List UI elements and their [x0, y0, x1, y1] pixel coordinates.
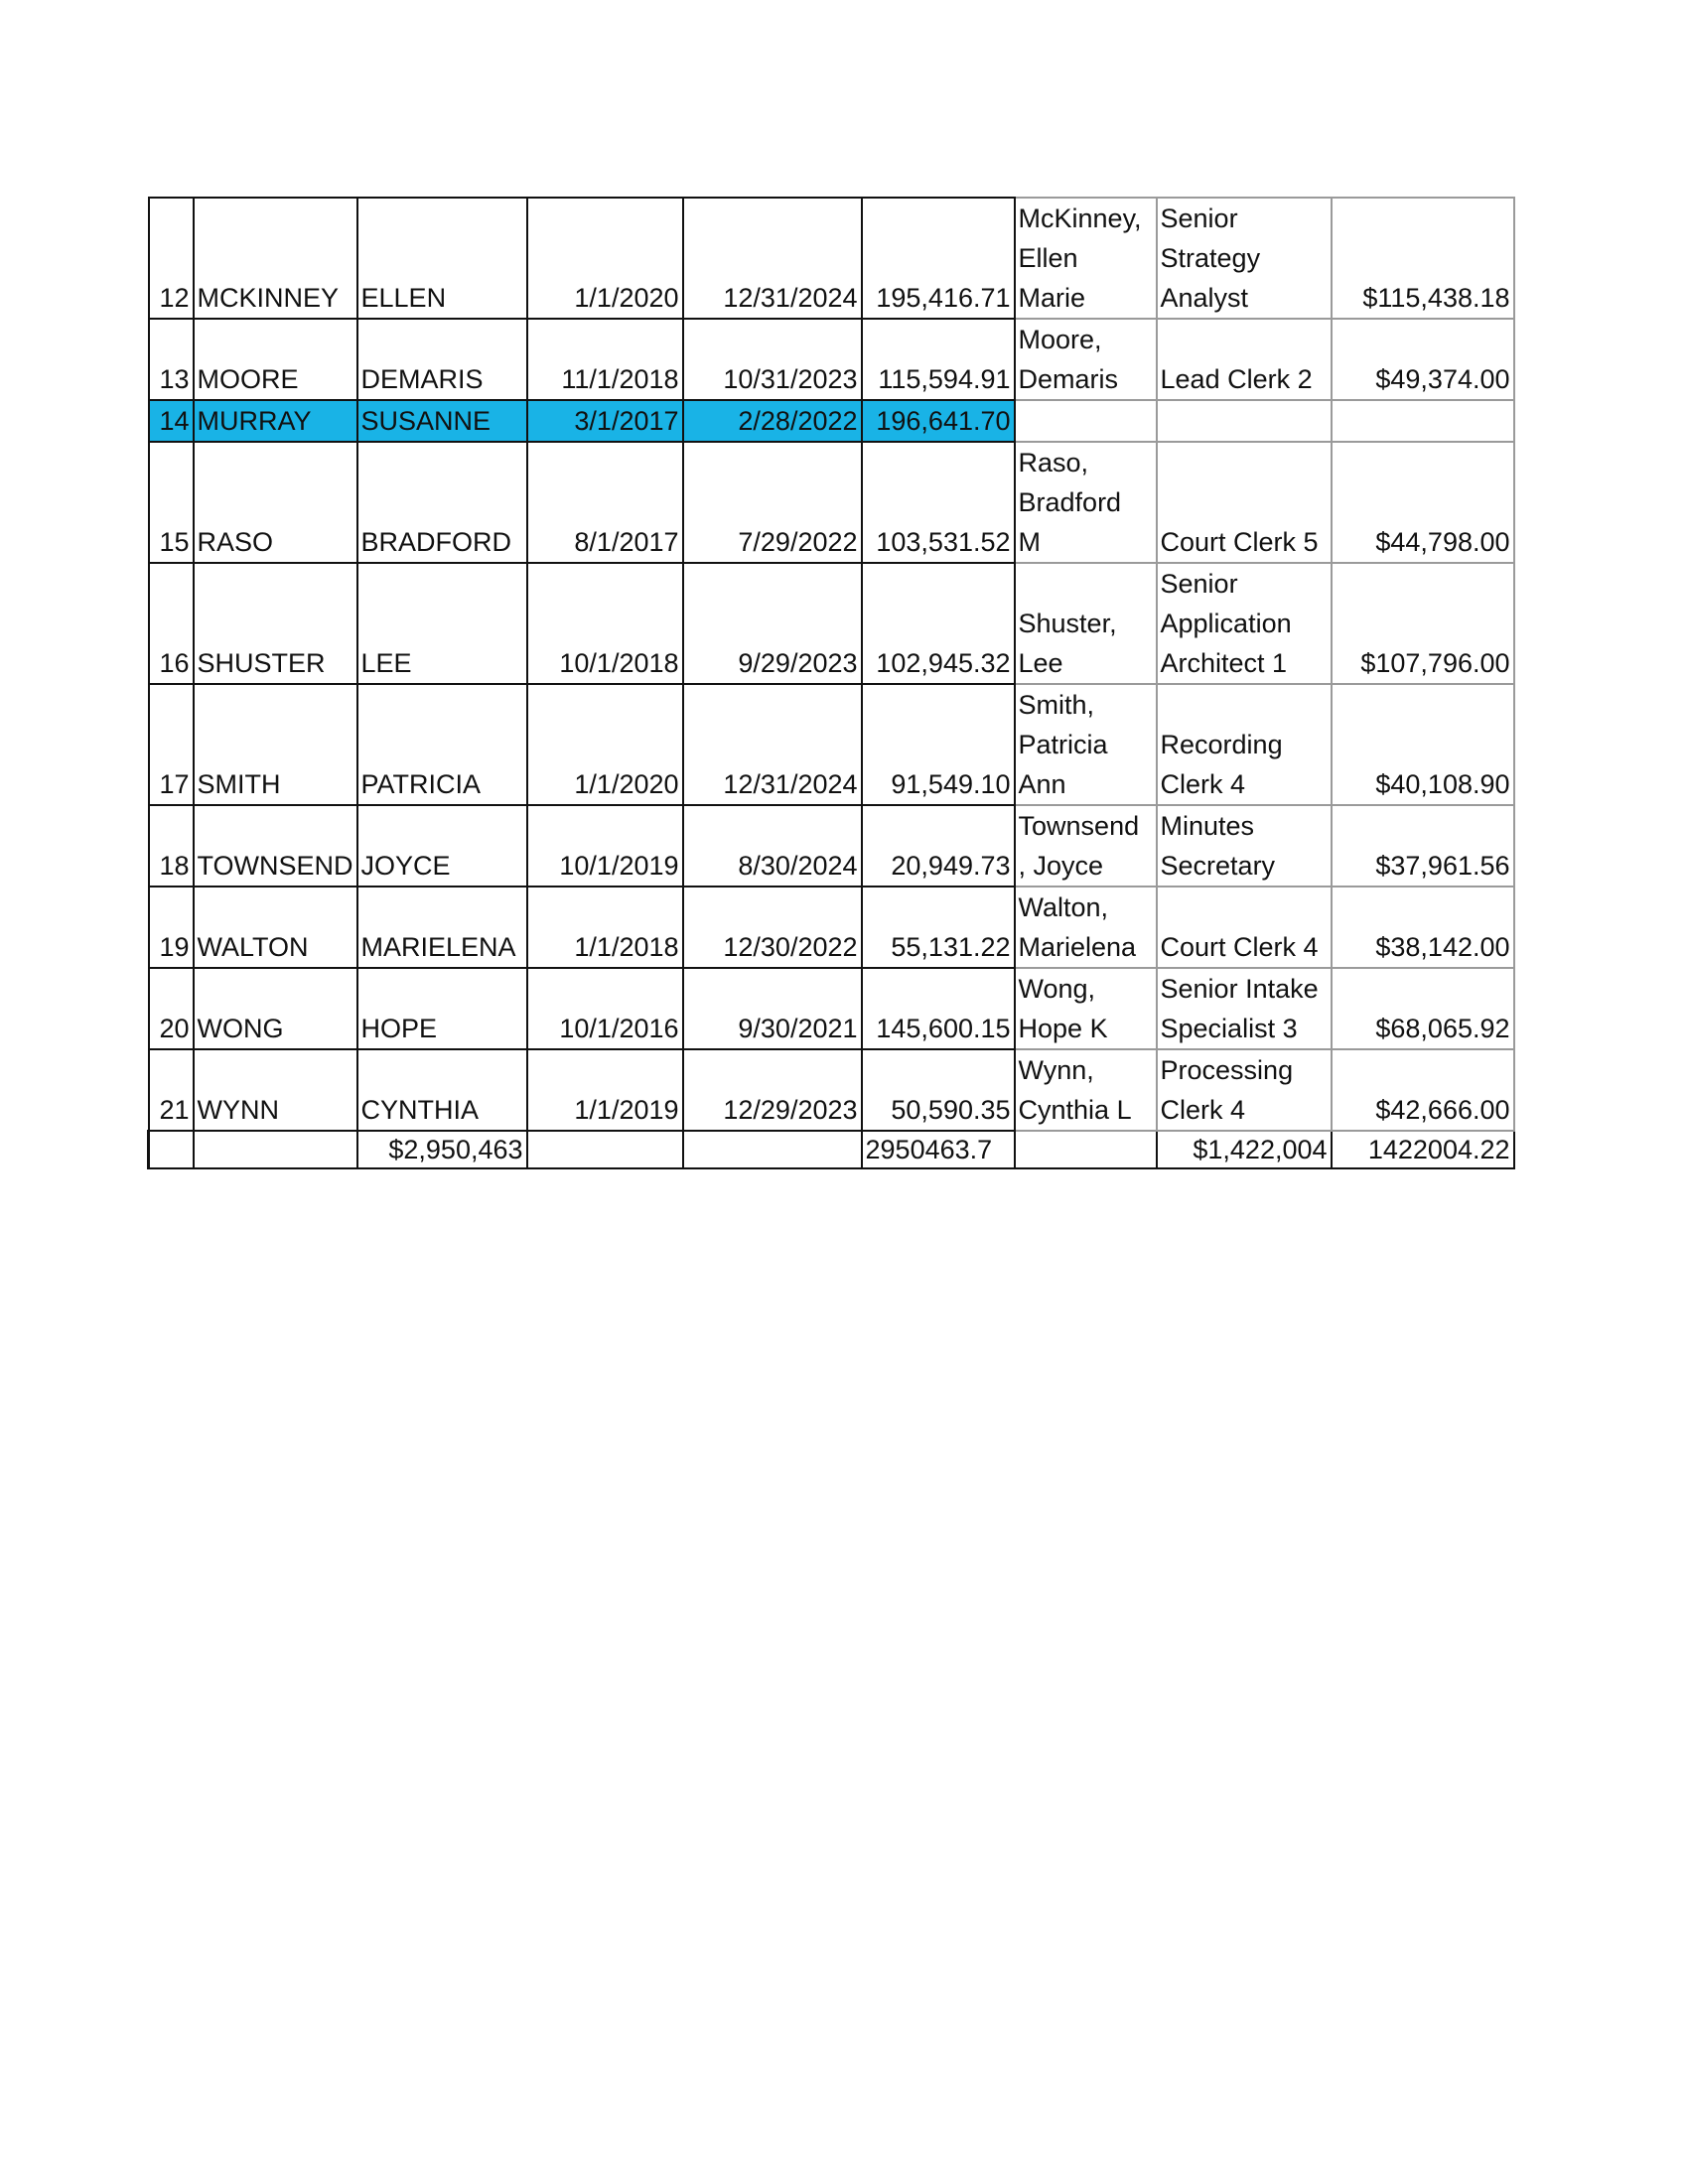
job-title-line: Specialist 3 [1160, 1014, 1298, 1043]
table-row [149, 319, 1514, 400]
amount-cell: 115,594.91 [862, 319, 1015, 400]
amount-cell: 102,945.32 [862, 563, 1015, 684]
job-title-line: Analyst [1160, 283, 1249, 313]
totals-empty-cell [194, 1131, 357, 1168]
full-name-line: Shuster, [1018, 609, 1117, 638]
totals-amount: 2950463.7 [862, 1131, 1015, 1168]
job-title-cell [1157, 887, 1332, 968]
full-name-line: Raso, [1018, 448, 1089, 478]
start-date-cell: 10/1/2016 [527, 968, 683, 1049]
job-title-cell [1157, 1049, 1332, 1131]
last-name-cell: WONG [194, 968, 357, 1049]
job-title-cell [1157, 442, 1332, 563]
last-name-cell: MURRAY [194, 400, 357, 442]
totals-row [149, 1131, 1514, 1168]
salary-cell: $49,374.00 [1332, 319, 1514, 400]
amount-cell: 196,641.70 [862, 400, 1015, 442]
full-name-line: Cynthia L [1018, 1095, 1132, 1125]
salary-cell: $44,798.00 [1332, 442, 1514, 563]
job-title-line: Recording [1160, 730, 1283, 759]
full-name-line: McKinney, [1018, 204, 1142, 233]
full-name-cell [1015, 400, 1157, 442]
end-date-cell: 10/31/2023 [683, 319, 862, 400]
job-title-line: Lead Clerk 2 [1160, 364, 1313, 394]
full-name-line: Wynn, [1018, 1055, 1094, 1085]
job-title-line: Court Clerk 5 [1160, 527, 1319, 557]
full-name-line: Walton, [1018, 892, 1109, 922]
first-name-cell: HOPE [357, 968, 527, 1049]
job-title-line: Processing [1160, 1055, 1294, 1085]
amount-cell: 145,600.15 [862, 968, 1015, 1049]
first-name-cell: BRADFORD [357, 442, 527, 563]
table-row [149, 198, 1514, 319]
full-name-line: Townsend [1018, 811, 1140, 841]
row-number: 21 [149, 1049, 194, 1131]
row-number: 18 [149, 805, 194, 887]
row-number: 17 [149, 684, 194, 805]
start-date-cell: 1/1/2019 [527, 1049, 683, 1131]
full-name-line: Wong, [1018, 974, 1096, 1004]
full-name-line: Patricia [1018, 730, 1108, 759]
start-date-cell: 11/1/2018 [527, 319, 683, 400]
full-name-cell [1015, 887, 1157, 968]
full-name-cell [1015, 805, 1157, 887]
table-row [149, 805, 1514, 887]
salary-cell: $68,065.92 [1332, 968, 1514, 1049]
end-date-cell: 9/30/2021 [683, 968, 862, 1049]
job-title-cell [1157, 805, 1332, 887]
first-name-cell: DEMARIS [357, 319, 527, 400]
first-name-cell: CYNTHIA [357, 1049, 527, 1131]
totals-first-col: $2,950,463 [357, 1131, 527, 1168]
start-date-cell: 8/1/2017 [527, 442, 683, 563]
first-name-cell: SUSANNE [357, 400, 527, 442]
last-name-cell: MCKINNEY [194, 198, 357, 319]
salary-cell: $107,796.00 [1332, 563, 1514, 684]
full-name-line: Smith, [1018, 690, 1095, 720]
table-row [149, 684, 1514, 805]
job-title-line: Clerk 4 [1160, 1095, 1246, 1125]
job-title-line: Application [1160, 609, 1292, 638]
job-title-cell [1157, 198, 1332, 319]
first-name-cell: PATRICIA [357, 684, 527, 805]
start-date-cell: 1/1/2018 [527, 887, 683, 968]
full-name-line: M [1018, 527, 1042, 557]
last-name-cell: TOWNSEND [194, 805, 357, 887]
row-number: 13 [149, 319, 194, 400]
amount-cell: 20,949.73 [862, 805, 1015, 887]
end-date-cell: 12/30/2022 [683, 887, 862, 968]
last-name-cell: MOORE [194, 319, 357, 400]
row-number: 16 [149, 563, 194, 684]
row-number: 14 [149, 400, 194, 442]
totals-title-col: $1,422,004 [1157, 1131, 1332, 1168]
salary-cell: $40,108.90 [1332, 684, 1514, 805]
job-title-line: Court Clerk 4 [1160, 932, 1319, 962]
full-name-cell [1015, 442, 1157, 563]
last-name-cell: WALTON [194, 887, 357, 968]
row-number: 20 [149, 968, 194, 1049]
first-name-cell: LEE [357, 563, 527, 684]
first-name-cell: ELLEN [357, 198, 527, 319]
table-body [149, 198, 1514, 1131]
full-name-line: Hope K [1018, 1014, 1108, 1043]
job-title-line: Strategy [1160, 243, 1261, 273]
totals-empty-cell [527, 1131, 683, 1168]
start-date-cell: 1/1/2020 [527, 198, 683, 319]
salary-cell: $37,961.56 [1332, 805, 1514, 887]
table-row [149, 442, 1514, 563]
last-name-cell: WYNN [194, 1049, 357, 1131]
first-name-cell: MARIELENA [357, 887, 527, 968]
row-number: 19 [149, 887, 194, 968]
full-name-line: , Joyce [1018, 851, 1104, 881]
row-number: 15 [149, 442, 194, 563]
last-name-cell: RASO [194, 442, 357, 563]
amount-cell: 195,416.71 [862, 198, 1015, 319]
table-row [149, 968, 1514, 1049]
end-date-cell: 12/31/2024 [683, 684, 862, 805]
job-title-line: Clerk 4 [1160, 769, 1246, 799]
totals-salary: 1422004.22 [1332, 1131, 1514, 1168]
salary-cell: $115,438.18 [1332, 198, 1514, 319]
salary-cell: $42,666.00 [1332, 1049, 1514, 1131]
full-name-cell [1015, 968, 1157, 1049]
start-date-cell: 10/1/2018 [527, 563, 683, 684]
job-title-cell [1157, 563, 1332, 684]
full-name-line: Ann [1018, 769, 1066, 799]
job-title-cell [1157, 319, 1332, 400]
amount-cell: 55,131.22 [862, 887, 1015, 968]
full-name-line: Demaris [1018, 364, 1119, 394]
start-date-cell: 10/1/2019 [527, 805, 683, 887]
job-title-line: Secretary [1160, 851, 1276, 881]
end-date-cell: 2/28/2022 [683, 400, 862, 442]
totals-empty-cell [683, 1131, 862, 1168]
amount-cell: 103,531.52 [862, 442, 1015, 563]
table-row [149, 400, 1514, 442]
job-title-line: Minutes [1160, 811, 1255, 841]
full-name-line: Lee [1018, 648, 1063, 678]
last-name-cell: SMITH [194, 684, 357, 805]
full-name-cell [1015, 563, 1157, 684]
full-name-line: Moore, [1018, 325, 1102, 354]
table-row [149, 563, 1514, 684]
job-title-cell [1157, 400, 1332, 442]
full-name-line: Ellen [1018, 243, 1078, 273]
job-title-line: Senior [1160, 204, 1238, 233]
end-date-cell: 12/31/2024 [683, 198, 862, 319]
first-name-cell: JOYCE [357, 805, 527, 887]
job-title-line: Senior Intake [1160, 974, 1319, 1004]
table-row [149, 887, 1514, 968]
table-row [149, 1049, 1514, 1131]
full-name-line: Marielena [1018, 932, 1137, 962]
start-date-cell: 3/1/2017 [527, 400, 683, 442]
full-name-line: Marie [1018, 283, 1086, 313]
full-name-cell [1015, 198, 1157, 319]
job-title-line: Senior [1160, 569, 1238, 599]
job-title-line: Architect 1 [1160, 648, 1288, 678]
end-date-cell: 7/29/2022 [683, 442, 862, 563]
totals-empty-cell [149, 1131, 194, 1168]
amount-cell: 91,549.10 [862, 684, 1015, 805]
data-table [147, 197, 1515, 1169]
job-title-cell [1157, 968, 1332, 1049]
salary-cell [1332, 400, 1514, 442]
full-name-cell [1015, 1049, 1157, 1131]
salary-cell: $38,142.00 [1332, 887, 1514, 968]
full-name-cell [1015, 319, 1157, 400]
amount-cell: 50,590.35 [862, 1049, 1015, 1131]
end-date-cell: 12/29/2023 [683, 1049, 862, 1131]
row-number: 12 [149, 198, 194, 319]
end-date-cell: 8/30/2024 [683, 805, 862, 887]
full-name-cell [1015, 684, 1157, 805]
last-name-cell: SHUSTER [194, 563, 357, 684]
end-date-cell: 9/29/2023 [683, 563, 862, 684]
job-title-cell [1157, 684, 1332, 805]
full-name-line: Bradford [1018, 487, 1122, 517]
totals-empty-cell [1015, 1131, 1157, 1168]
start-date-cell: 1/1/2020 [527, 684, 683, 805]
